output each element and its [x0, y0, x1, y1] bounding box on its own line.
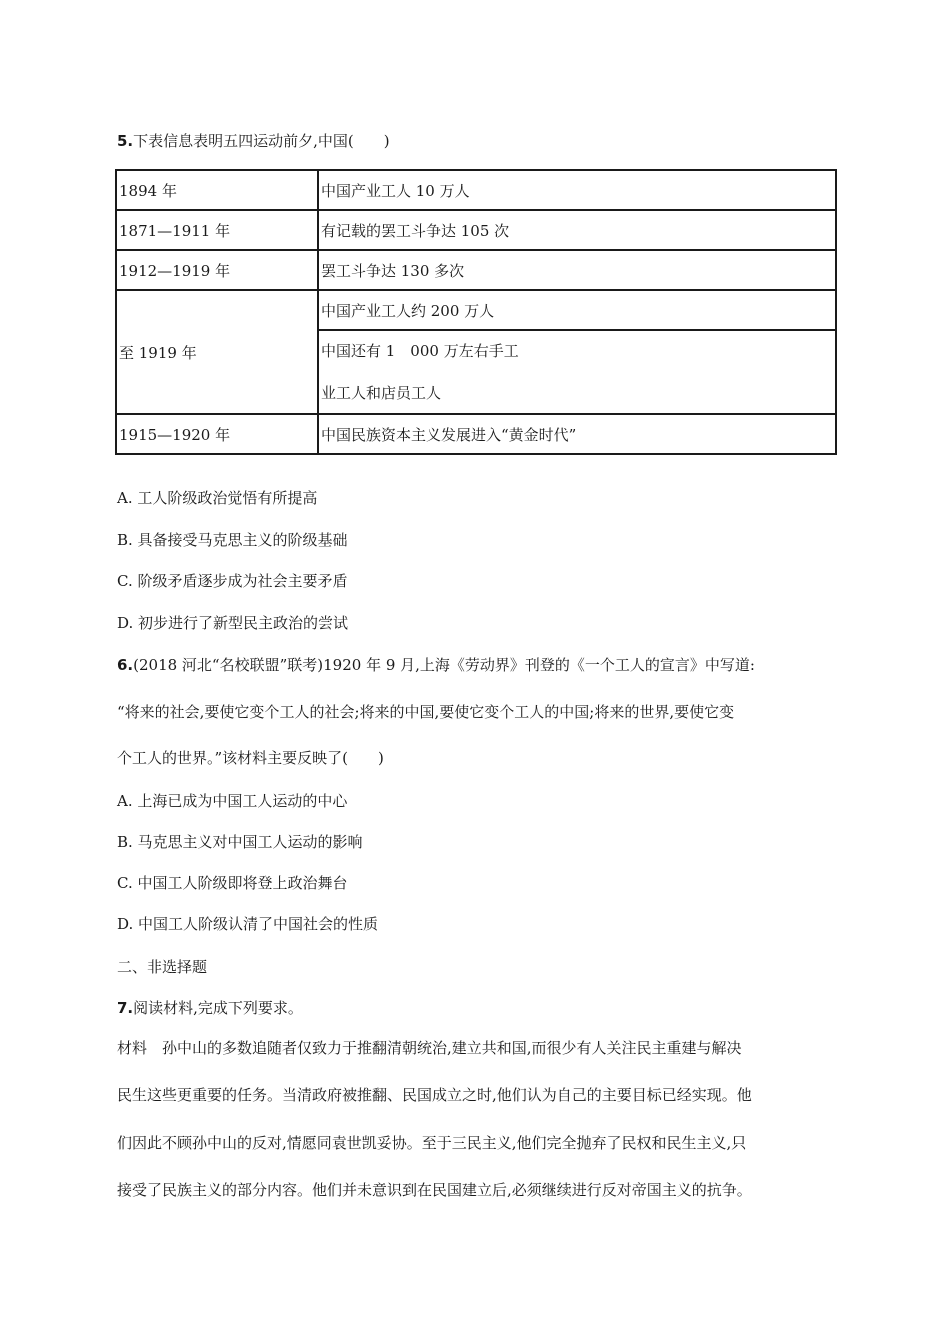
- table-cell-year: 1912—1919 年: [116, 250, 318, 290]
- q7-material-line-1: 材料 孙中山的多数追随者仅致力于推翻清朝统治,建立共和国,而很少有人关注民主重建与解决: [117, 1039, 742, 1057]
- table-cell-year: 1871—1911 年: [116, 210, 318, 250]
- q5-option-d: D. 初步进行了新型民主政治的尝试: [117, 614, 349, 632]
- q6-stem-line-2: “将来的社会,要使它变个工人的社会;将来的中国,要使它变个工人的中国;将来的世界,要使它变: [117, 703, 735, 721]
- q7-material-line-2: 民生这些更重要的任务。当清政府被推翻、民国成立之时,他们认为自己的主要目标已经实现。他: [117, 1086, 752, 1104]
- q5-number: 5.: [117, 132, 134, 150]
- q5-option-c: C. 阶级矛盾逐步成为社会主要矛盾: [117, 572, 348, 590]
- q6-option-c: C. 中国工人阶级即将登上政治舞台: [117, 874, 348, 892]
- table-cell-info-multiline: [318, 330, 836, 414]
- q7-material-line-3: 们因此不顾孙中山的反对,情愿同袁世凯妥协。至于三民主义,他们完全抛弃了民权和民生主义,只: [117, 1134, 747, 1152]
- q5-stem-text: 下表信息表明五四运动前夕,中国( ): [133, 132, 390, 150]
- q5-info-table: [115, 169, 837, 455]
- q6-option-d: D. 中国工人阶级认清了中国社会的性质: [117, 915, 379, 933]
- q5-stem: [117, 131, 390, 151]
- q5-option-a: A. 工人阶级政治觉悟有所提高: [117, 489, 318, 507]
- table-cell-line: 中国还有 1 000 万左右手工: [321, 342, 519, 360]
- table-cell-year: 至 1919 年: [116, 290, 318, 414]
- q6-stem-line-1: [117, 655, 755, 675]
- table-row: [116, 414, 836, 454]
- q6-number: 6.: [117, 656, 134, 674]
- q6-option-a: A. 上海已成为中国工人运动的中心: [117, 792, 348, 810]
- q7-stem: [117, 998, 303, 1018]
- table-row: [116, 170, 836, 210]
- table-cell-info: 中国产业工人约 200 万人: [318, 290, 836, 330]
- q7-number: 7.: [117, 999, 134, 1017]
- table-cell-info: 中国民族资本主义发展进入“黄金时代”: [318, 414, 836, 454]
- table-cell-info: 罢工斗争达 130 多次: [318, 250, 836, 290]
- q7-stem-text: 阅读材料,完成下列要求。: [133, 999, 303, 1017]
- table-cell-info: 中国产业工人 10 万人: [318, 170, 836, 210]
- q6-option-b: B. 马克思主义对中国工人运动的影响: [117, 833, 363, 851]
- table-cell-line: 业工人和店员工人: [321, 384, 442, 402]
- table-row: [116, 210, 836, 250]
- table-row: [116, 250, 836, 290]
- section-heading: 二、非选择题: [117, 958, 208, 976]
- q6-stem-text: (2018 河北“名校联盟”联考)1920 年 9 月,上海《劳动界》刊登的《一个工人的宣言》中写道:: [133, 656, 755, 674]
- table-cell-year: 1915—1920 年: [116, 414, 318, 454]
- q5-option-b: B. 具备接受马克思主义的阶级基础: [117, 531, 348, 549]
- table-row: [116, 290, 836, 330]
- q6-stem-line-3: 个工人的世界。”该材料主要反映了( ): [117, 749, 384, 767]
- q7-material-line-4: 接受了民族主义的部分内容。他们并未意识到在民国建立后,必须继续进行反对帝国主义的抗争。: [117, 1181, 752, 1199]
- table-cell-year: 1894 年: [116, 170, 318, 210]
- table-cell-info: 有记载的罢工斗争达 105 次: [318, 210, 836, 250]
